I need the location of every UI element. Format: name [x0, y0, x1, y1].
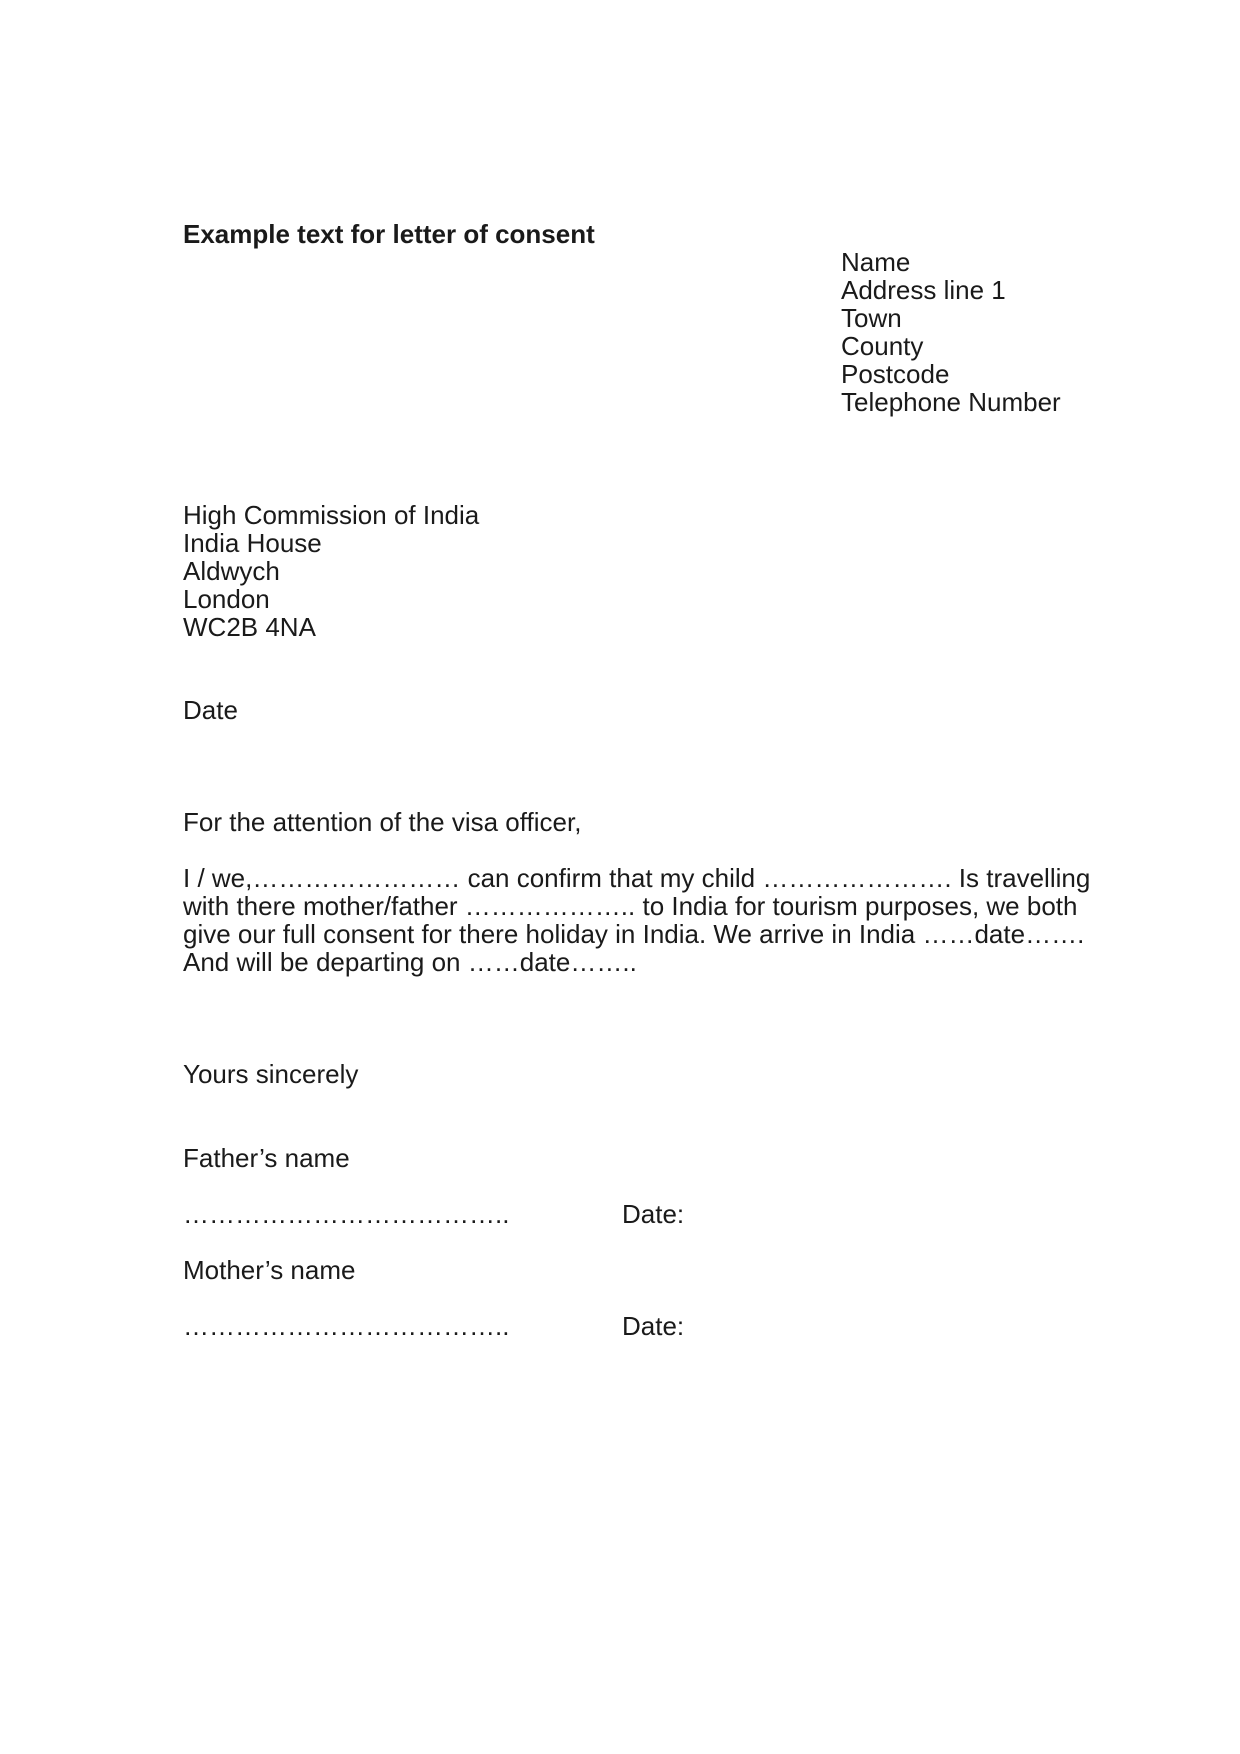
- recipient-postcode: WC2B 4NA: [183, 612, 316, 642]
- mother-signature-line: ………………………………..: [183, 1311, 510, 1341]
- body-line: with there mother/father ……………….. to India for tourism purposes, we both: [183, 891, 1078, 921]
- recipient-street: Aldwych: [183, 556, 280, 586]
- salutation: For the attention of the visa officer,: [183, 807, 582, 837]
- body-line: give our full consent for there holiday in India. We arrive in India ……date…….: [183, 919, 1085, 949]
- sender-postcode: Postcode: [841, 359, 950, 389]
- sender-name: Name: [841, 247, 911, 277]
- father-date-label: Date:: [622, 1199, 685, 1229]
- recipient-city: London: [183, 584, 270, 614]
- sender-town: Town: [841, 303, 902, 333]
- body-line: And will be departing on ……date……..: [183, 947, 637, 977]
- recipient-address-block: [183, 501, 479, 641]
- recipient-organisation: High Commission of India: [183, 500, 480, 530]
- recipient-building: India House: [183, 528, 322, 558]
- mother-date-label: Date:: [622, 1311, 685, 1341]
- sender-address-line-1: Address line 1: [841, 275, 1006, 305]
- father-signature-line: ………………………………..: [183, 1199, 510, 1229]
- letter-body: [183, 864, 1090, 976]
- closing: Yours sincerely: [183, 1059, 359, 1089]
- mother-name-label: Mother’s name: [183, 1255, 356, 1285]
- letter-date: Date: [183, 695, 238, 725]
- body-line: I / we,…………………… can confirm that my child …………………. Is travelling: [183, 863, 1091, 893]
- sender-telephone: Telephone Number: [841, 387, 1061, 417]
- father-name-label: Father’s name: [183, 1143, 350, 1173]
- letter-title: Example text for letter of consent: [183, 219, 595, 249]
- sender-county: County: [841, 331, 924, 361]
- sender-address-block: [841, 248, 1061, 416]
